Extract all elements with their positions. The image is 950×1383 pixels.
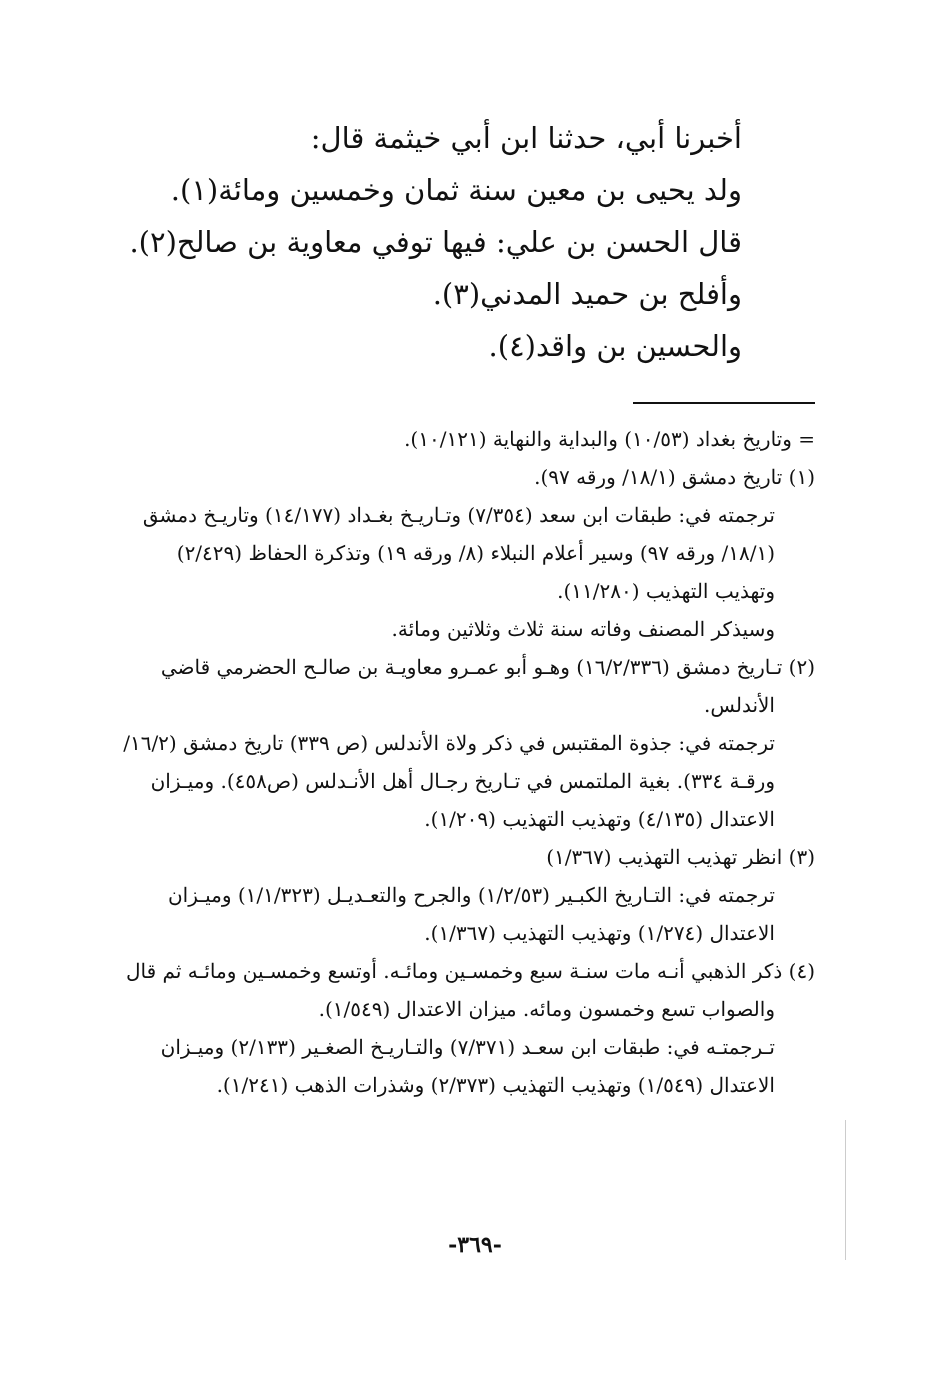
footnote-3-tarjama: الاعتدال (١/٢٧٤) وتهذيب التهذيب (١/٣٦٧). <box>424 921 775 945</box>
footnote-3-tarjama: ترجمته في: التـاريخ الكبـير (١/٢/٥٣) والجرح والتعـديـل (١/١/٣٢٣) وميـزان <box>167 883 775 907</box>
footnote-3-head: (٣) انظر تهذيب التهذيب (١/٣٦٧) <box>546 845 815 869</box>
footnote-2-head: (٢) تـاريخ دمشق (١٦/٢/٣٣٦) وهـو أبو عمـرو معاويـة بن صالـح الحضرمي قاضي <box>160 655 815 679</box>
main-text-line: أخبرنا أبي، حدثنا ابن أبي خيثمة قال: <box>310 121 742 155</box>
footnote-separator <box>633 402 815 404</box>
footnote-continuation: = وتاريخ بغداد (١٠/٥٣) والبداية والنهاية (١٠/١٢١). <box>404 427 815 451</box>
page-number: -٣٦٩- <box>448 1232 502 1258</box>
footnote-4-tarjama: تـرجمتـه في: طبقات ابن سعـد (٧/٣٧١) والتـاريـخ الصغـير (٢/١٣٣) وميـزان <box>160 1035 775 1059</box>
footnotes <box>120 420 815 1104</box>
footnote-2-tarjama: ترجمته في: جذوة المقتبس في ذكر ولاة الأندلس (ص ٣٣٩) تاريخ دمشق (١٦/٢/ <box>123 731 775 755</box>
footnote-2-tarjama: الاعتدال (٤/١٣٥) وتهذيب التهذيب (١/٢٠٩). <box>424 807 775 831</box>
footnote-1-note: وسيذكر المصنف وفاته سنة ثلاث وثلاثين ومائة. <box>391 617 775 641</box>
footnote-2-head-cont: الأندلس. <box>704 693 775 717</box>
footnote-1-head: (١) تاريخ دمشق (١٨/١/ ورقه ٩٧). <box>534 465 815 489</box>
main-text-line: والحسين بن واقد(٤). <box>488 329 742 363</box>
main-text-line: قال الحسن بن علي: فيها توفي معاوية بن صالح(٢). <box>129 225 742 259</box>
footnote-4-head: (٤) ذكر الذهبي أنـه مات سنـة سبع وخمسـين ومائـه. أوتسع وخمسـين ومائـه ثم قال <box>125 959 815 983</box>
main-text <box>129 112 742 372</box>
footnote-1-tarjama: (١٨/١/ ورقه ٩٧) وسير أعلام النبلاء (٨/ ورقه ١٩) وتذكرة الحفاظ (٢/٤٢٩) <box>176 541 775 565</box>
footnote-4-tarjama: الاعتدال (١/٥٤٩) وتهذيب التهذيب (٢/٣٧٣) وشذرات الذهب (١/٢٤١). <box>216 1073 775 1097</box>
main-text-line: وأفلح بن حميد المدني(٣). <box>432 277 742 311</box>
main-text-line: ولد يحيى بن معين سنة ثمان وخمسين ومائة(١). <box>170 173 742 207</box>
footnote-2-tarjama: ورقـة ٣٣٤). بغية الملتمس في تـاريخ رجـال أهل الأنـدلس (ص٤٥٨). وميـزان <box>150 769 775 793</box>
footnote-4-head-cont: والصواب تسع وخمسون ومائه. ميزان الاعتدال (١/٥٤٩). <box>318 997 775 1021</box>
footnote-1-tarjama: ترجمته في: طبقات ابن سعد (٧/٣٥٤) وتـاريـخ بغـداد (١٤/١٧٧) وتاريـخ دمشق <box>142 503 775 527</box>
footnote-1-tarjama: وتهذيب التهذيب (١١/٢٨٠). <box>557 579 775 603</box>
